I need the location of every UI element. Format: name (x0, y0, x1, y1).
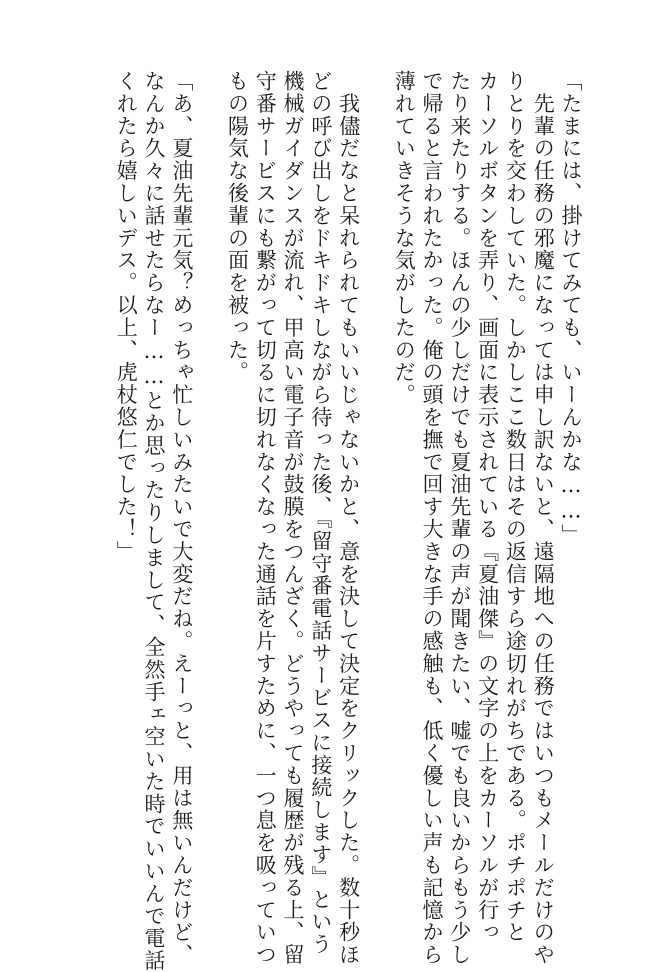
text-line: 「たまには、掛けてみても、いーんかな……」 (559, 70, 583, 547)
text-line: どの呼び出しをドキドキしながら待った後、『留守番電話サービスに接続します』という (308, 70, 333, 956)
text-line: くれたら嬉しいデス。以上、虎杖悠仁でした！」 (114, 70, 139, 563)
text-line: もの陽気な後輩の面を被った。 (225, 70, 250, 384)
text-line: 我儘だなと呆れられてもいいじゃないかと、意を決して決定をクリックした。数十秒ほ (336, 70, 361, 966)
text-line: 「あ、夏油先輩元気？めっちゃ忙しいみたいで大変だね。えーっと、用は無いんだけど、 (169, 70, 194, 966)
text-line: なんか久々に話せたらなー……とか思ったりしまして、全然手ェ空いた時でいいんで電話 (142, 70, 167, 972)
text-line: 先輩の任務の邪魔になっては申し訳ないと、遠隔地への任務ではいつもメールだけのや (531, 70, 556, 966)
text-line: 機械ガイダンスが流れ、甲高い電子音が鼓膜をつんざく。どうやっても履歴が残る上、留 (281, 70, 306, 966)
vertical-text-block (111, 70, 584, 972)
paragraph-gap (362, 70, 390, 860)
text-line: 薄れていきそうな気がしたのだ。 (392, 70, 417, 406)
text-line: たり来たりする。ほんの少しだけでも夏油先輩の声が聞きたい、嘘でも良いからもう少し (447, 70, 472, 966)
text-line: カーソルボタンを弄り、画面に表示されている『夏油傑』の文字の上をカーソルが行っ (475, 70, 500, 944)
text-line: りとりを交わしていた。しかしここ数日はその返信すら途切れがちである。ポチポチと (503, 70, 528, 944)
text-line: 守番サービスにも繋がって切るに切れなくなった通話を片すために、一つ息を吸っていつ (253, 70, 278, 966)
text-line: で帰ると言われたかった。俺の頭を撫で回す大きな手の感触も、低く優しい声も記憶から (420, 70, 445, 966)
paragraph-gap (195, 70, 223, 860)
